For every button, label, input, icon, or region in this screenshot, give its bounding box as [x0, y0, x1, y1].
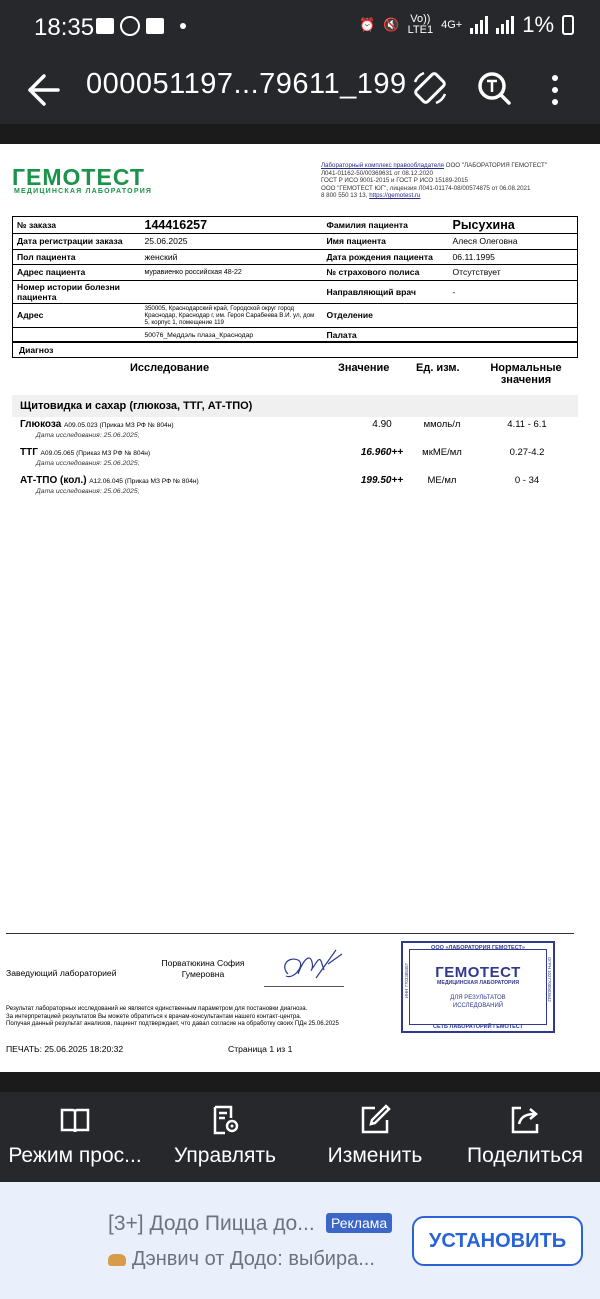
install-button[interactable]: УСТАНОВИТЬ	[412, 1216, 583, 1266]
volte-indicator: Vo)) LTE1	[407, 13, 434, 36]
test-value: 16.960++	[360, 447, 404, 458]
result-row	[12, 475, 578, 503]
manage-file-icon	[209, 1104, 241, 1136]
lab-info: Лабораторный комплекс правообладателя ООО "ЛАБОРАТОРИЯ ГЕМОТЕСТ" Л041-01162-50/00369631 от 08.12.2020 ГОСТ Р ИСО 9001-2015 и ГОСТ Р ИСО 15189-2015 ООО "ГЕМОТЕСТ ЮГ", лицензия Л041-01174-08/00574875 от 06.08.2021 8 800 550 13 13, https://gemotest.ru	[321, 162, 548, 200]
lab-address: 350005, Краснодарский край, Городской округ город Краснодар, Краснодар г, им. Героя Сарабеева В.И. ул, дом 5, корпус 1, помещение 119	[141, 303, 323, 327]
head-of-lab-label: Заведующий лабораторией	[6, 968, 117, 978]
result-row	[12, 419, 578, 447]
order-number: 144416257	[141, 217, 323, 234]
status-bar	[0, 0, 600, 58]
page-counter: Страница 1 из 1	[228, 1044, 293, 1054]
share-button[interactable]: Поделиться	[450, 1092, 600, 1182]
col-study: Исследование	[130, 362, 210, 374]
department-label: Отделение	[323, 303, 449, 327]
sandwich-icon	[108, 1254, 126, 1266]
battery-percent: 1%	[522, 12, 554, 37]
app-bar	[0, 58, 600, 124]
results-section-title: Щитовидка и сахар (глюкоза, ТТГ, АТ-ТПО)	[12, 395, 578, 417]
reg-date-label: Дата регистрации заказа	[13, 234, 141, 250]
edit-button[interactable]: Изменить	[300, 1092, 450, 1182]
battery-icon	[562, 15, 574, 35]
surname-label: Фамилия пациента	[323, 217, 449, 234]
dob-label: Дата рождения пациента	[323, 249, 449, 265]
status-time: 18:35	[34, 14, 95, 41]
print-date: ПЕЧАТЬ: 25.06.2025 18:20:32	[6, 1044, 124, 1054]
rotate-screen-icon[interactable]	[410, 68, 450, 108]
ad-title: [3+] Додо Пицца до...	[108, 1212, 315, 1235]
test-date: Дата исследования: 25.06.2025;	[36, 432, 140, 439]
test-norm: 0.27-4.2	[509, 447, 545, 458]
search-text-icon[interactable]	[474, 68, 514, 108]
policy-label: № страхового полиса	[323, 265, 449, 281]
viewer-background	[0, 1072, 600, 1092]
network-type-indicator: 4G+	[441, 18, 463, 31]
patient-surname: Рысухина	[449, 217, 578, 234]
test-unit: МЕ/мл	[427, 475, 457, 486]
patient-info-table	[12, 216, 578, 343]
patient-address: муравиенко российская 48-22	[141, 265, 323, 281]
test-code: A12.06.045 (Приказ МЗ РФ № 804н)	[89, 478, 199, 485]
patient-address-label: Адрес пациента	[13, 265, 141, 281]
more-notifications-icon	[180, 23, 186, 29]
test-value: 199.50++	[360, 475, 404, 486]
ad-subtitle: Дэнвич от Додо: выбира...	[108, 1248, 375, 1271]
test-date: Дата исследования: 25.06.2025;	[36, 488, 140, 495]
website-link[interactable]: https://gemotest.ru	[369, 192, 421, 200]
test-date: Дата исследования: 25.06.2025;	[36, 460, 140, 467]
divider	[6, 933, 574, 934]
test-name: ТТГ	[20, 447, 38, 458]
folder-icon	[96, 18, 114, 34]
patient-name: Алеся Олеговна	[449, 234, 578, 250]
test-unit: ммоль/л	[423, 419, 461, 430]
doctor-label: Направляющий врач	[323, 280, 449, 303]
disclaimer: Результат лабораторных исследований не является единственным параметром для постановки диагноза. За интерпретацией результатов Вы можете обратиться к врачам-консультантам нашего контакт-центра. Получая данный результат анализов, пациент подтверждает, что давал согласие на обработку своих ПДн 25.06.2025	[6, 1005, 339, 1028]
lab-complex-link[interactable]: Лабораторный комплекс правообладателя	[321, 162, 444, 169]
back-arrow-icon[interactable]	[24, 70, 62, 110]
share-icon	[509, 1104, 541, 1136]
signal-icon-2	[496, 16, 514, 34]
signature-image	[276, 944, 346, 990]
reg-date: 25.06.2025	[141, 234, 323, 250]
col-unit: Ед. изм.	[416, 362, 460, 374]
bottom-toolbar	[0, 1092, 600, 1182]
file-title: 000051197...79611_199	[86, 68, 407, 100]
office-name: 50076_Меддэль плаза_Краснодар	[141, 327, 323, 343]
manage-button[interactable]: Управлять	[150, 1092, 300, 1182]
test-norm: 0 - 34	[514, 475, 540, 486]
history-number	[141, 280, 323, 303]
ad-banner[interactable]	[0, 1182, 600, 1299]
name-label: Имя пациента	[323, 234, 449, 250]
ward-label: Палата	[323, 327, 449, 343]
department	[449, 303, 578, 327]
results-header	[12, 362, 578, 392]
order-label: № заказа	[13, 217, 141, 234]
ad-badge: Реклама	[326, 1213, 392, 1233]
checkbox-icon	[146, 18, 164, 34]
system-icons	[359, 14, 574, 36]
col-norm: Нормальные значения	[490, 362, 562, 386]
notification-icons	[96, 16, 186, 36]
test-value: 4.90	[372, 419, 392, 430]
mute-icon: 🔇	[383, 17, 400, 32]
signer-name: Порватюкина София Гумеровна	[161, 958, 245, 979]
patient-sex: женский	[141, 249, 323, 265]
alarm-icon: ⏰	[359, 17, 376, 32]
address-label: Адрес	[13, 303, 141, 327]
test-norm: 4.11 - 6.1	[507, 419, 547, 430]
book-icon	[59, 1104, 91, 1136]
edit-icon	[359, 1104, 391, 1136]
test-code: A09.05.023 (Приказ МЗ РФ № 804н)	[63, 422, 174, 429]
viewer-background	[0, 124, 600, 144]
patient-dob: 06.11.1995	[449, 249, 578, 265]
signal-icon	[470, 16, 488, 34]
test-name: АТ-ТПО (кол.)	[20, 475, 87, 486]
whatsapp-icon	[120, 16, 140, 36]
test-name: Глюкоза	[20, 419, 62, 430]
test-code: A09.05.065 (Приказ МЗ РФ № 804н)	[40, 450, 151, 457]
result-row	[12, 447, 578, 475]
test-unit: мкМЕ/мл	[422, 447, 462, 458]
history-label: Номер истории болезни пациента	[13, 280, 141, 303]
policy-number: Отсутствует	[449, 265, 578, 281]
diagnosis-label: Диагноз	[12, 341, 578, 358]
lab-stamp: ООО «ЛАБОРАТОРИЯ ГЕМОТЕСТ» ГЕМОТЕСТ МЕДИЦИНСКАЯ ЛАБОРАТОРИЯ ДЛЯ РЕЗУЛЬТАТОВ ИССЛЕДОВАНИЙ СЕТЬ ЛАБОРАТОРИЙ ГЕМОТЕСТ ИНН 7703385357 ОГРН 1027700503642	[401, 941, 555, 1033]
view-mode-button[interactable]: Режим прос...	[0, 1092, 150, 1182]
more-options-icon[interactable]	[540, 70, 570, 110]
gemotest-logo: ГЕМОТЕСТ МЕДИЦИНСКАЯ ЛАБОРАТОРИЯ	[12, 164, 153, 195]
col-value: Значение	[338, 362, 390, 374]
pdf-page[interactable]	[0, 144, 600, 1072]
referring-doctor: -	[449, 280, 578, 303]
sex-label: Пол пациента	[13, 249, 141, 265]
signature-line	[264, 986, 344, 987]
